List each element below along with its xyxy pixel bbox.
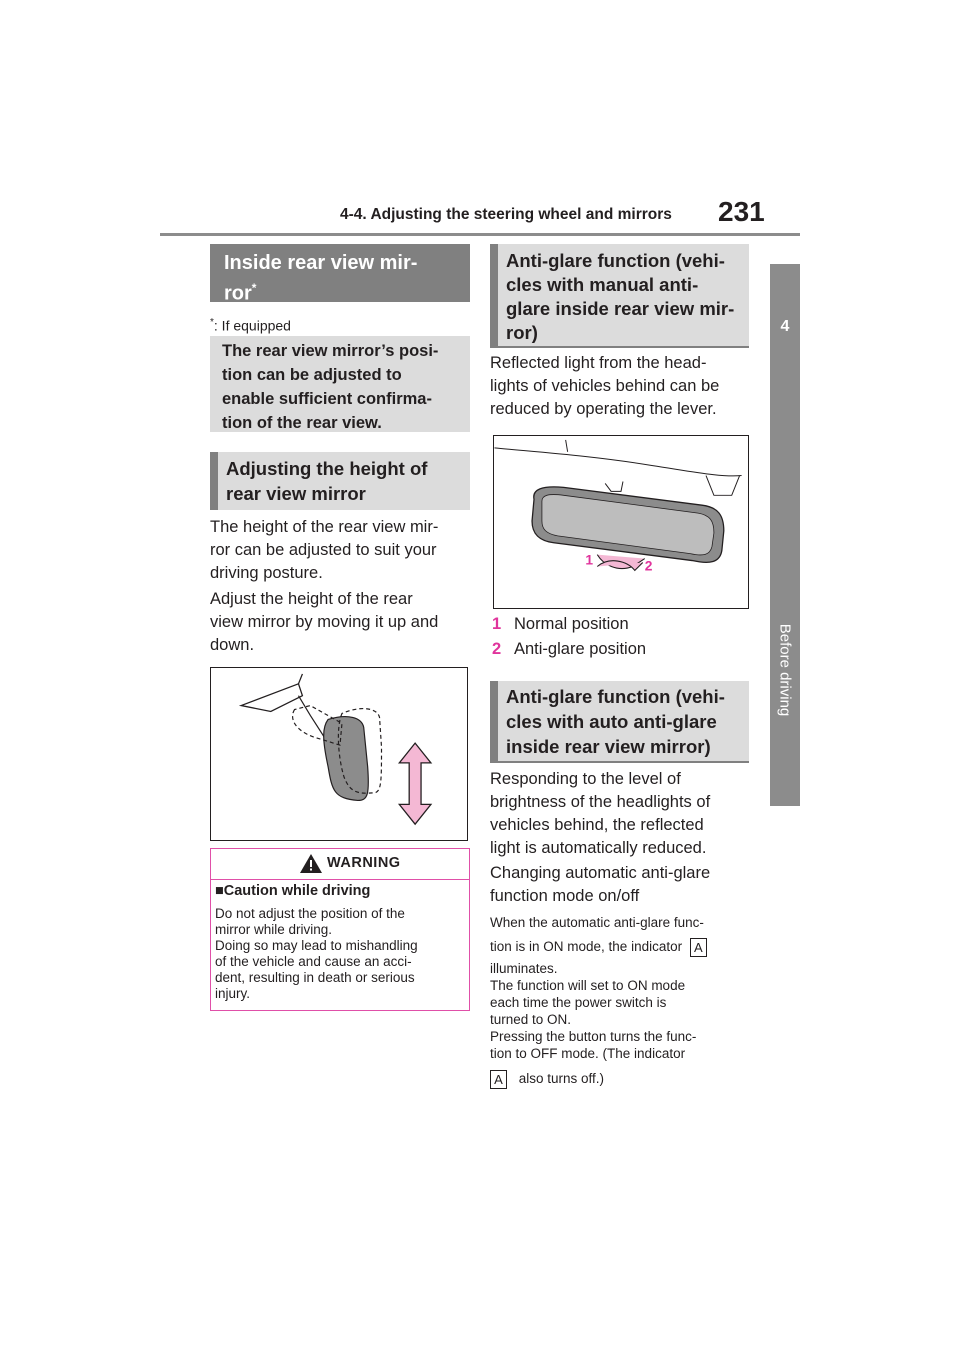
note-line: illuminates. bbox=[490, 961, 558, 976]
auto-anti-glare-heading bbox=[490, 681, 749, 763]
warning-triangle-icon bbox=[299, 853, 323, 874]
footnote bbox=[210, 314, 291, 335]
text-line: down. bbox=[210, 636, 255, 654]
warning-label: WARNING bbox=[327, 855, 401, 871]
intro-box bbox=[210, 336, 470, 432]
text-line: The height of the rear view mir- bbox=[210, 518, 439, 536]
note-text: also turns off.) bbox=[518, 1071, 605, 1086]
indicator-note bbox=[490, 912, 752, 1090]
chapter-label bbox=[758, 600, 812, 740]
note-line-last bbox=[490, 1068, 752, 1090]
text-line: ror can be adjusted to suit your bbox=[210, 541, 437, 559]
heading-line: Anti-glare function (vehi- bbox=[506, 686, 725, 707]
text-line: reduced by operating the lever. bbox=[490, 400, 717, 418]
sub-heading-height bbox=[210, 452, 470, 510]
footnote-text: : If equipped bbox=[213, 317, 291, 334]
figure-label-1: 1 bbox=[585, 551, 594, 568]
heading-line: cles with auto anti-glare bbox=[506, 711, 717, 732]
heading-line: ror) bbox=[506, 322, 538, 343]
anti-glare-lever-illustration bbox=[494, 436, 748, 608]
page-number: 231 bbox=[718, 196, 765, 227]
text-line: Adjust the height of the rear bbox=[210, 590, 413, 608]
callout-text: Normal position bbox=[514, 615, 629, 633]
section-title-line: Inside rear view mir- bbox=[224, 252, 418, 274]
intro-line: enable sufficient confirma- bbox=[222, 390, 432, 408]
note-line: When the automatic anti-glare func- bbox=[490, 915, 704, 930]
sub-heading-line: Adjusting the height of bbox=[226, 458, 428, 479]
indicator-a-label: A bbox=[690, 938, 707, 957]
footnote-mark: * bbox=[210, 317, 214, 328]
callout-number: 1 bbox=[492, 615, 502, 633]
mode-paragraph bbox=[490, 862, 750, 908]
auto-anti-glare-paragraph bbox=[490, 768, 750, 860]
heading-line: inside rear view mirror) bbox=[506, 736, 711, 757]
text-line: Reflected light from the head- bbox=[490, 354, 707, 372]
warning-line: Doing so may lead to mishandling bbox=[215, 938, 418, 953]
warning-line: of the vehicle and cause an acci- bbox=[215, 954, 412, 969]
anti-glare-lever-figure bbox=[493, 435, 749, 609]
text-line: driving posture. bbox=[210, 564, 323, 582]
running-header-title: 4-4. Adjusting the steering wheel and mirrors bbox=[340, 206, 672, 223]
section-title-line: ror* bbox=[224, 281, 257, 305]
manual-anti-glare-paragraph bbox=[490, 352, 750, 421]
section-title-box bbox=[210, 244, 470, 305]
text-line: Changing automatic anti-glare bbox=[490, 864, 711, 882]
manual-anti-glare-heading bbox=[490, 244, 749, 348]
figure-label-2: 2 bbox=[644, 557, 653, 574]
callout-normal bbox=[492, 613, 629, 636]
mirror-height-figure bbox=[210, 667, 468, 841]
text-line: function mode on/off bbox=[490, 887, 640, 905]
chapter-number: 4 bbox=[780, 318, 790, 335]
intro-line: tion can be adjusted to bbox=[222, 366, 402, 384]
heading-line: cles with manual anti- bbox=[506, 274, 699, 295]
note-line: The function will set to ON mode bbox=[490, 978, 686, 993]
text-line: lights of vehicles behind can be bbox=[490, 377, 720, 395]
text-line: brightness of the headlights of bbox=[490, 793, 711, 811]
height-paragraph-1 bbox=[210, 516, 470, 585]
warning-header bbox=[211, 849, 469, 880]
callout-anti-glare bbox=[492, 638, 646, 661]
text-line: light is automatically reduced. bbox=[490, 839, 707, 857]
callout-number: 2 bbox=[492, 640, 502, 658]
note-text: tion is in ON mode, the indicator bbox=[490, 939, 683, 954]
text-line: view mirror by moving it up and bbox=[210, 613, 439, 631]
warning-body bbox=[215, 906, 467, 1002]
warning-title: ■Caution while driving bbox=[215, 883, 371, 899]
note-line: each time the power switch is bbox=[490, 995, 667, 1010]
note-line: tion to OFF mode. (The indicator bbox=[490, 1046, 686, 1061]
warning-line: mirror while driving. bbox=[215, 922, 333, 937]
warning-line: injury. bbox=[215, 986, 251, 1001]
heading-line: glare inside rear view mir- bbox=[506, 298, 735, 319]
height-paragraph-2 bbox=[210, 588, 470, 657]
callout-text: Anti-glare position bbox=[514, 640, 647, 658]
note-line: turned to ON. bbox=[490, 1012, 572, 1027]
warning-line: dent, resulting in death or serious bbox=[215, 970, 415, 985]
text-line: vehicles behind, the reflected bbox=[490, 816, 704, 834]
sub-heading-line: rear view mirror bbox=[226, 483, 366, 504]
asterisk-mark: * bbox=[251, 281, 257, 295]
warning-line: Do not adjust the position of the bbox=[215, 906, 405, 921]
warning-box bbox=[210, 848, 470, 1011]
text-line: Responding to the level of bbox=[490, 770, 681, 788]
intro-line: The rear view mirror’s posi- bbox=[222, 342, 439, 360]
header-rule bbox=[160, 233, 800, 236]
indicator-a-label: A bbox=[490, 1070, 507, 1089]
heading-line: Anti-glare function (vehi- bbox=[506, 250, 725, 271]
chapter-label-text: Before driving bbox=[776, 623, 794, 717]
intro-line: tion of the rear view. bbox=[222, 414, 382, 432]
mirror-height-illustration bbox=[211, 668, 467, 840]
note-line-with-indicator bbox=[490, 934, 752, 960]
note-line: Pressing the button turns the func- bbox=[490, 1029, 697, 1044]
